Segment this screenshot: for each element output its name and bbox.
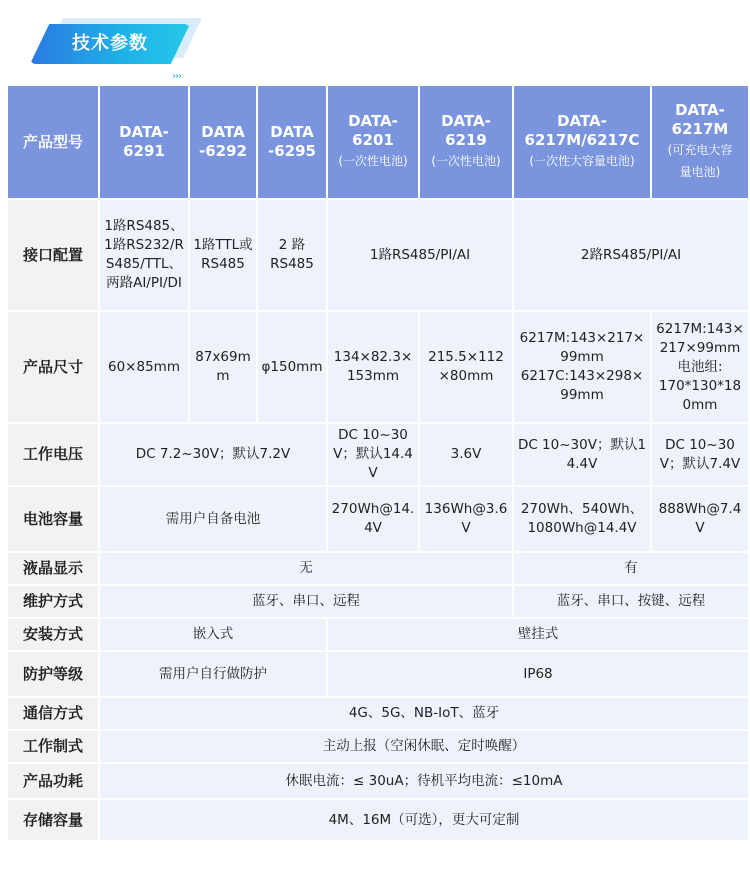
row-lcd: [8, 553, 748, 584]
cell: 2路RS485/PI/AI: [514, 200, 748, 310]
row-label: 通信方式: [8, 698, 98, 729]
row-label: 产品功耗: [8, 764, 98, 798]
cell: 60×85mm: [100, 312, 188, 422]
row-protection: [8, 652, 748, 696]
cell: 1路TTL或RS485: [190, 200, 256, 310]
row-maintenance: [8, 586, 748, 617]
cell: 需用户自备电池: [100, 487, 326, 551]
cell: 蓝牙、串口、按键、远程: [514, 586, 748, 617]
cell: 休眠电流：≤ 30uA；待机平均电流：≤10mA: [100, 764, 748, 798]
cell: 需用户自行做防护: [100, 652, 326, 696]
spec-table: [6, 84, 750, 842]
row-label: 液晶显示: [8, 553, 98, 584]
row-interface: [8, 200, 748, 310]
cell: DC 10~30V；默认14.4V: [328, 424, 418, 485]
cell: 蓝牙、串口、远程: [100, 586, 512, 617]
cell: 6217M:143×217×99mm 电池组: 170*130*180mm: [652, 312, 748, 422]
cell: 4M、16M（可选），更大可定制: [100, 800, 748, 840]
cell: 888Wh@7.4V: [652, 487, 748, 551]
cell: 2 路 RS485: [258, 200, 326, 310]
cell: 3.6V: [420, 424, 512, 485]
cell: 215.5×112×80mm: [420, 312, 512, 422]
row-size: [8, 312, 748, 422]
title-text: 技术参数: [72, 33, 148, 54]
cell: 134×82.3×153mm: [328, 312, 418, 422]
cell: 1路RS485/PI/AI: [328, 200, 512, 310]
cell: 主动上报（空闲休眠、定时唤醒）: [100, 731, 748, 762]
row-comm: [8, 698, 748, 729]
row-label: 工作制式: [8, 731, 98, 762]
model-6291: DATA- 6291: [100, 86, 188, 198]
row-label: 安装方式: [8, 619, 98, 650]
cell: 嵌入式: [100, 619, 326, 650]
row-voltage: [8, 424, 748, 485]
row-label: 产品尺寸: [8, 312, 98, 422]
model-6217m-6217c: DATA- 6217M/6217C (一次性大容量电池): [514, 86, 650, 198]
row-label: 存储容量: [8, 800, 98, 840]
row-label: 接口配置: [8, 200, 98, 310]
model-6201: DATA- 6201 (一次性电池): [328, 86, 418, 198]
model-6295: DATA -6295: [258, 86, 326, 198]
row-storage: [8, 800, 748, 840]
cell: φ150mm: [258, 312, 326, 422]
row-battery: [8, 487, 748, 551]
header-row: [8, 86, 748, 198]
cell: DC 10~30V；默认7.4V: [652, 424, 748, 485]
model-6217m-rechargeable: DATA- 6217M (可充电大容 量电池): [652, 86, 748, 198]
cell: 无: [100, 553, 512, 584]
cell: 270Wh@14.4V: [328, 487, 418, 551]
chevron-right-icon: ›››: [172, 71, 181, 82]
row-install: [8, 619, 748, 650]
row-power: [8, 764, 748, 798]
cell: DC 7.2~30V；默认7.2V: [100, 424, 326, 485]
cell: 270Wh、540Wh、1080Wh@14.4V: [514, 487, 650, 551]
cell: IP68: [328, 652, 748, 696]
cell: 1路RS485、1路RS232/RS485/TTL、两路AI/PI/DI: [100, 200, 188, 310]
model-6219: DATA- 6219 (一次性电池): [420, 86, 512, 198]
cell: 壁挂式: [328, 619, 748, 650]
row-mode: [8, 731, 748, 762]
row-label: 工作电压: [8, 424, 98, 485]
cell: DC 10~30V；默认14.4V: [514, 424, 650, 485]
cell: 4G、5G、NB-IoT、蓝牙: [100, 698, 748, 729]
cell: 有: [514, 553, 748, 584]
model-6292: DATA -6292: [190, 86, 256, 198]
section-title: [30, 18, 210, 82]
cell: 87x69mm: [190, 312, 256, 422]
row-label: 维护方式: [8, 586, 98, 617]
header-label: 产品型号: [8, 86, 98, 198]
row-label: 防护等级: [8, 652, 98, 696]
cell: 6217M:143×217×99mm 6217C:143×298×99mm: [514, 312, 650, 422]
row-label: 电池容量: [8, 487, 98, 551]
cell: 136Wh@3.6V: [420, 487, 512, 551]
